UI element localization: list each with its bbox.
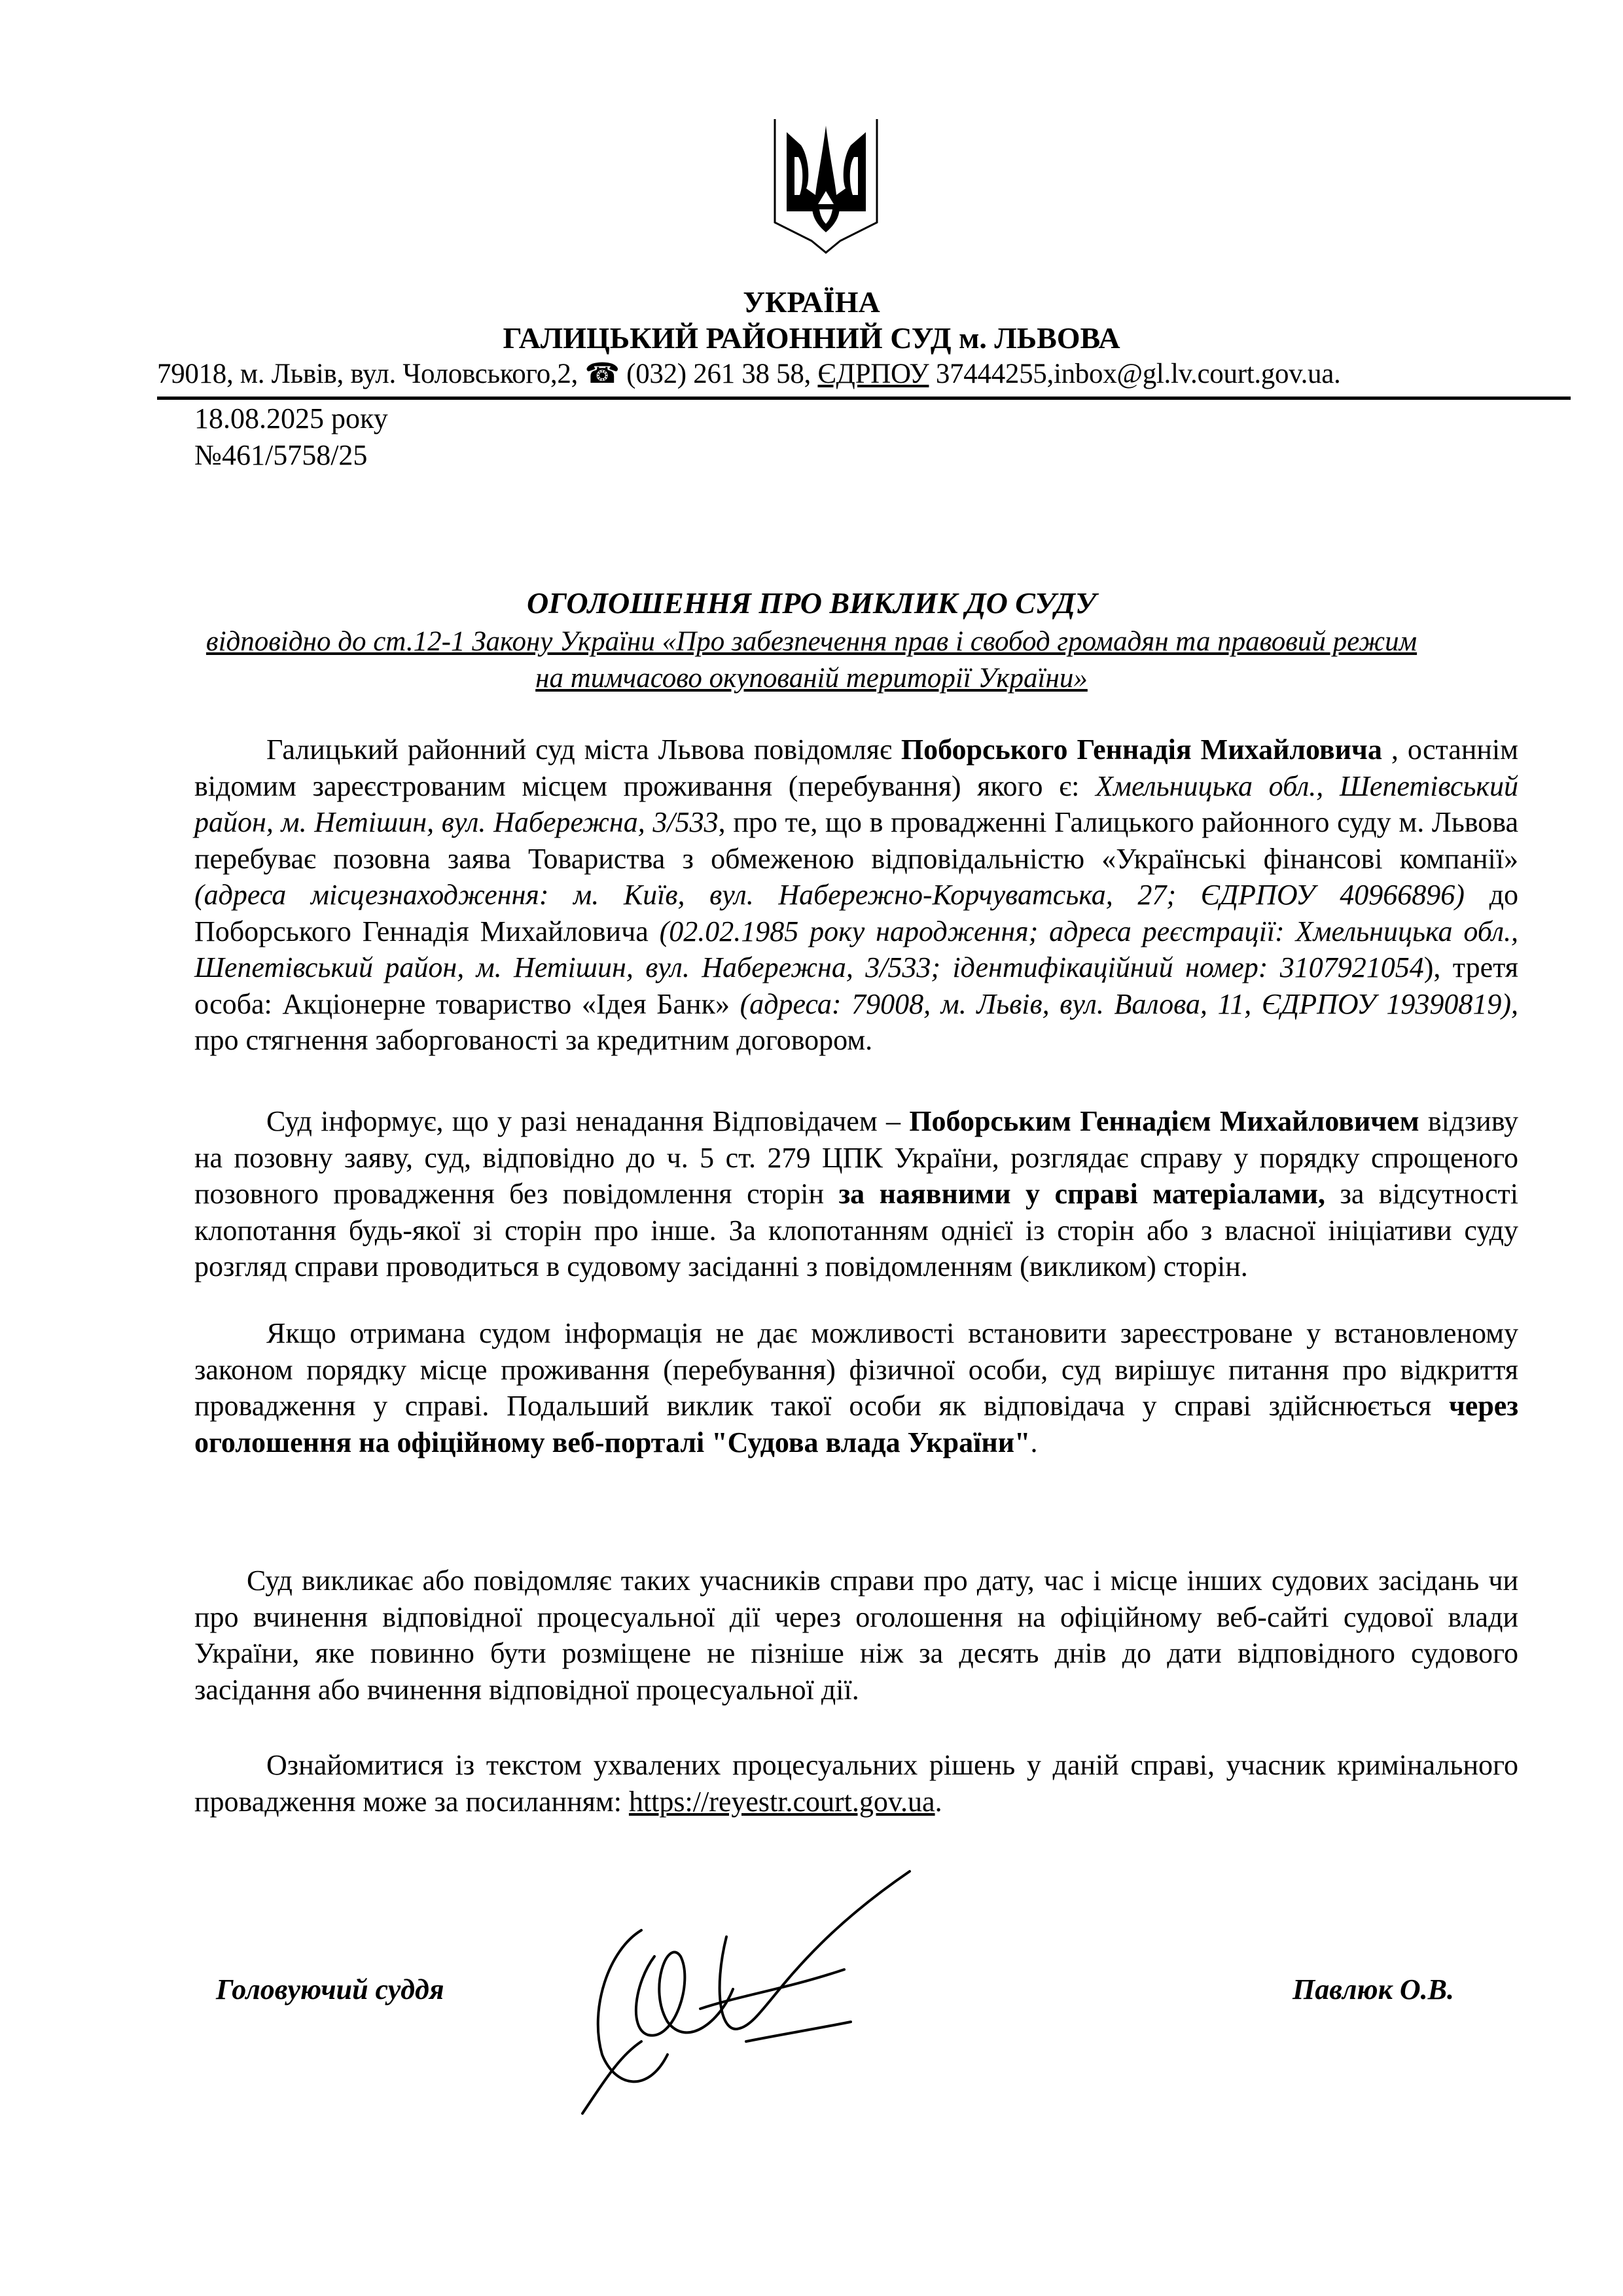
defendant-name: Поборського Геннадія Михайловича xyxy=(901,733,1382,766)
handwritten-signature xyxy=(569,1858,936,2120)
judge-name: Павлюк О.В. xyxy=(1293,1973,1455,2005)
header-divider xyxy=(157,397,1571,400)
notice-subtitle-line-1: відповідно до ст.12-1 Закону України «Про забезпечення прав і свобод громадян та правовий режим xyxy=(205,626,1418,657)
notice-subtitle-line-2: на тимчасово окупованій території України» xyxy=(535,663,1088,694)
paragraph-2 xyxy=(194,1103,1518,1285)
paragraph-5 xyxy=(194,1747,1518,1820)
text: . xyxy=(1030,1426,1038,1458)
court-address: 79018, м. Львів, вул. Чоловського,2, xyxy=(157,359,578,389)
third-party-details: (адреса: 79008, м. Львів, вул. Валова, 11, ЄДРПОУ 19390819), xyxy=(740,987,1518,1020)
bold-text: через оголошення на офіційному веб-порталі "Судова влада України" xyxy=(194,1390,1518,1458)
judge-role: Головуючий суддя xyxy=(216,1973,444,2005)
text: Якщо отримана судом інформація не дає можливості встановити зареєстроване у встановленому законом порядку місце проживання (перебування) фізичної особи, суд вирішує питання про відкриття провадження у справі. Подальший виклик такої особи як відповідача у справі здійснюється xyxy=(194,1317,1518,1422)
text: . xyxy=(935,1785,942,1818)
document-date: 18.08.2025 року xyxy=(194,402,388,434)
paragraph-3 xyxy=(194,1315,1518,1460)
court-edrpou-email: 37444255,inbox@gl.lv.court.gov.ua. xyxy=(935,359,1341,389)
bold-text: за наявними у справі матеріалами, xyxy=(838,1178,1325,1210)
edrpou-label: ЄДРПОУ xyxy=(817,359,929,389)
document-number: №461/5758/25 xyxy=(194,439,368,471)
text: Суд викликає або повідомляє таких учасників справи про дату, час і місце інших судових засідань чи про вчинення відповідної процесуальної дії через оголошення на офіційному веб-сайті судової влади України, яке повинно бути розміщене не пізніше ніж за десять днів до дати відповідного судового засідання або вчинення відповідної процесуальної дії. xyxy=(194,1564,1518,1706)
court-contacts xyxy=(157,357,1571,390)
text: Галицький районний суд міста Львова повідомляє xyxy=(266,733,901,766)
text: про стягнення заборгованості за кредитним договором. xyxy=(194,1024,873,1056)
plaintiff-details: (адреса місцезнаходження: м. Київ, вул. Набережно-Корчуватська, 27; ЄДРПОУ 40966896) xyxy=(194,879,1465,911)
text: за відсутності клопотання будь-якої зі сторін про інше. За клопотанням однієї із сторін або з власної ініціативи суду розгляд справи проводиться в судовому засіданні з повідомленням (викликом) сторін. xyxy=(194,1178,1518,1282)
court-phone: (032) 261 38 58, xyxy=(626,359,812,389)
text: , останнім відомим зареєстрованим місцем проживання (перебування) якого є: xyxy=(194,733,1518,802)
text: ), третя особа: Акціонерне товариство «Ідея Банк» xyxy=(194,951,1518,1020)
notice-title: ОГОЛОШЕННЯ ПРО ВИКЛИК ДО СУДУ xyxy=(527,586,1096,620)
text: відзиву на позовну заяву, суд, відповідно до ч. 5 ст. 279 ЦПК України, розглядає справу у порядку спрощеного позовного провадження без повідомлення сторін xyxy=(194,1105,1518,1210)
paragraph-1 xyxy=(194,732,1518,1059)
court-name-heading: ГАЛИЦЬКИЙ РАЙОННИЙ СУД м. ЛЬВОВА xyxy=(503,321,1120,355)
defendant-address: Хмельницька обл., Шепетівський район, м. Нетішин, вул. Набережна, 3/533 xyxy=(194,769,1519,838)
phone-icon: ☎ xyxy=(584,359,620,389)
registry-link[interactable]: https://reyestr.court.gov.ua xyxy=(628,1785,935,1818)
text: до Поборського Геннадія Михайловича xyxy=(194,879,1518,947)
defendant-name: Поборським Геннадієм Михайловичем xyxy=(909,1105,1419,1137)
paragraph-4 xyxy=(194,1563,1518,1708)
text: Суд інформує, що у разі ненадання Відповідачем – xyxy=(266,1105,910,1137)
defendant-details: (02.02.1985 року народження; адреса реєстрації: Хмельницька обл., Шепетівський район, м. Нетішин, вул. Набережна, 3/533; ідентифікаційний номер: 3107921054 xyxy=(194,915,1519,983)
text: Ознайомитися із текстом ухвалених процесуальних рішень у даній справі, учасник кримінального провадження може за посиланням: xyxy=(194,1749,1518,1818)
text: , про те, що в провадженні Галицького районного суду м. Львова перебуває позовна заява Товариства з обмеженою відповідальністю «Українські фінансові компанії» xyxy=(194,806,1518,875)
country-heading: УКРАЇНА xyxy=(743,285,880,319)
coat-of-arms-icon xyxy=(772,118,880,255)
